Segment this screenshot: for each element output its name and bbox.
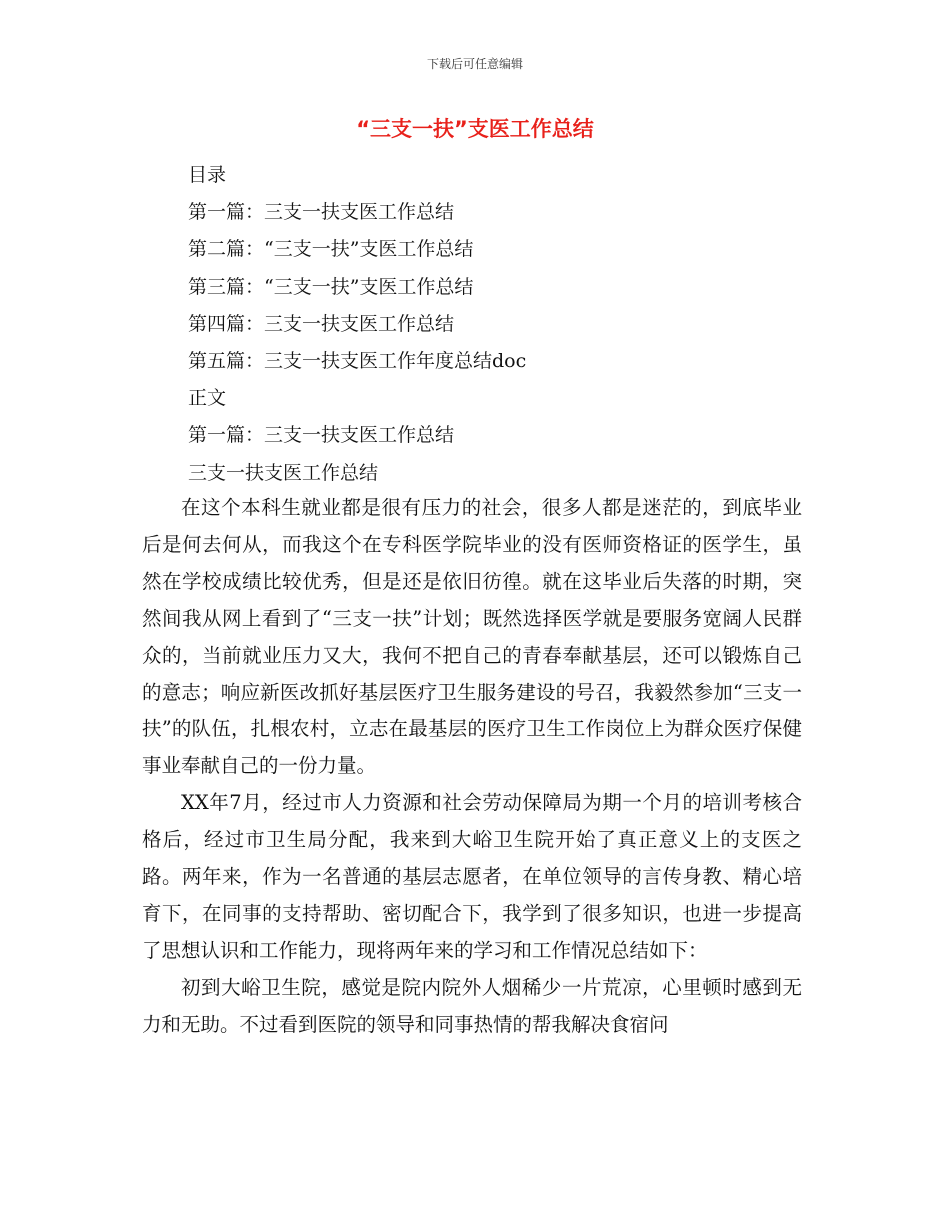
- toc-heading: 目录: [188, 164, 227, 186]
- body-text: [142, 490, 802, 1044]
- paragraph: 在这个本科生就业都是很有压力的社会，很多人都是迷茫的，到底毕业后是何去何从，而我这个在专科医学院毕业的没有医师资格证的医学生，虽然在学校成绩比较优秀，但是还是依旧彷徨。就在这毕业后失落的时期，突然间我从网上看到了“三支一扶”计划；既然选择医学就是要服务宽阔人民群众的，当前就业压力又大，我何不把自己的青春奉献基层，还可以锻炼自己的意志；响应新医改抓好基层医疗卫生服务建设的号召，我毅然参加“三支一扶”的队伍，扎根农村，立志在最基层的医疗卫生工作岗位上为群众医疗保健事业奉献自己的一份力量。: [142, 496, 802, 778]
- toc-item: 第一篇：三支一扶支医工作总结: [188, 201, 455, 224]
- document-title: “三支一扶”支医工作总结: [356, 117, 594, 141]
- body-heading: 正文: [188, 387, 227, 410]
- paragraph: XX年7月，经过市人力资源和社会劳动保障局为期一个月的培训考核合格后，经过市卫生局分配，我来到大峪卫生院开始了真正意义上的支医之路。两年来，作为一名普通的基层志愿者，在单位领导的言传身教、精心培育下，在同事的支持帮助、密切配合下，我学到了很多知识，也进一步提高了思想认识和工作能力，现将两年来的学习和工作情况总结如下：: [142, 791, 802, 962]
- chapter-heading: 第一篇：三支一扶支医工作总结: [188, 424, 455, 447]
- toc-item: 第四篇：三支一扶支医工作总结: [188, 312, 455, 335]
- toc-item: 第五篇：三支一扶支医工作年度总结doc: [188, 349, 527, 372]
- header-note: 下载后可任意编辑: [426, 57, 523, 71]
- toc-item: 第二篇：“三支一扶”支医工作总结: [188, 238, 474, 261]
- toc-item: 第三篇：“三支一扶”支医工作总结: [188, 275, 474, 298]
- table-of-contents: [188, 157, 828, 492]
- paragraph: 初到大峪卫生院，感觉是院内院外人烟稀少一片荒凉，心里顿时感到无力和无助。不过看到医院的领导和同事热情的帮我解决食宿问: [142, 975, 802, 1036]
- section-title: 三支一扶支医工作总结: [188, 461, 379, 484]
